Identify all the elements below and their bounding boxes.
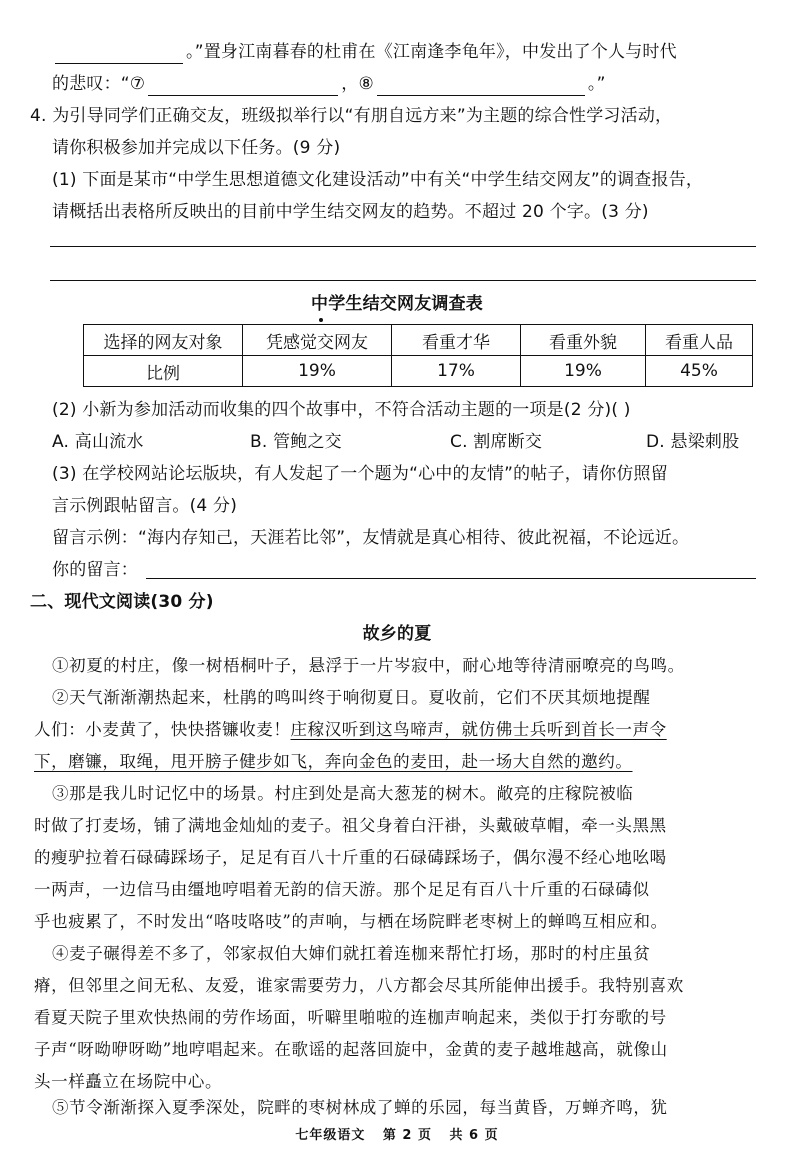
answer-blank-6[interactable]: [55, 45, 183, 64]
article-line: 乎也疲累了，不时发出“咯吱咯吱”的声响，与栖在场院畔老枣树上的蝉鸣互相应和。: [34, 912, 668, 931]
poem-line-1-text: 。”置身江南暮春的杜甫在《江南逢李龟年》，中发出了个人与时代: [186, 42, 677, 62]
footer-total-pages: 共 6 页: [449, 1128, 499, 1143]
article-line: [34, 718, 667, 742]
article-line: ④麦子碾得差不多了，邻家叔伯大婶们就扛着连枷来帮忙打场，那时的村庄虽贫: [52, 944, 651, 963]
table-cell: 17%: [392, 356, 521, 387]
q4-part3-line-2: 言示例跟帖留言。(4 分): [52, 496, 238, 516]
footer-subject: 七年级语文: [295, 1128, 366, 1143]
option-d[interactable]: D. 悬梁刺股: [646, 432, 740, 452]
answer-blank-7[interactable]: [148, 77, 338, 96]
underlined-sentence: 庄稼汉听到这鸟啼声，就仿佛士兵听到首长一声令: [290, 720, 667, 739]
article-line: 的瘦驴拉着石碌碡踩场子，足足有百八十斤重的石碌碡踩场子，偶尔漫不经心地吆喝: [34, 848, 667, 867]
q4-part1-line-2: 请概括出表格所反映出的目前中学生结交网友的趋势。不超过 20 个字。(3 分): [52, 202, 649, 222]
option-a[interactable]: A. 高山流水: [52, 432, 144, 452]
q4-intro-line-2: 请你积极参加并完成以下任务。(9 分): [52, 138, 341, 158]
table-header-cell: 看重才华: [392, 325, 521, 356]
article-line: 看夏天院子里欢快热闹的劳作场面，听噼里啪啦的连枷声响起来，类似于打夯歌的号: [34, 1008, 667, 1027]
footer-page-number: 第 2 页: [382, 1128, 432, 1143]
q4-intro-line-1: 4. 为引导同学们正确交友，班级拟举行以“有朋自远方来”为主题的综合性学习活动，: [30, 106, 673, 126]
answer-line-2[interactable]: [50, 280, 756, 281]
table-header-cell: 看重外貌: [521, 325, 646, 356]
article-line: ③那是我儿时记忆中的场景。村庄到处是高大葱茏的树木。敞亮的庄稼院被临: [52, 784, 634, 803]
article-title: 故乡的夏: [362, 624, 432, 644]
option-b[interactable]: B. 管鲍之交: [250, 432, 342, 452]
table-cell: 45%: [646, 356, 753, 387]
article-line: ②天气渐渐潮热起来，杜鹃的鸣叫终于响彻夏日。夏收前，它们不厌其烦地提醒: [52, 688, 651, 707]
your-message-line[interactable]: [146, 578, 756, 579]
your-message-label: 你的留言：: [52, 560, 138, 580]
table-cell: 19%: [521, 356, 646, 387]
q4-part2: (2) 小新为参加活动而收集的四个故事中，不符合活动主题的一项是(2 分)( ): [52, 400, 631, 420]
article-line: 瘠，但邻里之间无私、友爱，谁家需要劳力，八方都会尽其所能伸出援手。我特别喜欢: [34, 976, 684, 995]
poem-line-2-a: 的悲叹：“⑦: [52, 74, 146, 94]
article-line: 头一样矗立在场院中心。: [34, 1072, 223, 1091]
poem-line-2-c: 。”: [587, 74, 606, 94]
page-footer: [0, 1124, 794, 1143]
survey-table: [83, 324, 753, 387]
article-line-part: 人们：小麦黄了，快快搭镰收麦！: [34, 720, 291, 739]
article-line: 子声“呀呦咿呀呦”地哼唱起来。在歌谣的起落回旋中，金黄的麦子越堆越高，就像山: [34, 1040, 668, 1059]
answer-blank-8[interactable]: [377, 77, 585, 96]
table-title-dot: [319, 318, 323, 322]
example-message: 留言示例：“海内存知己，天涯若比邻”，友情就是真心相待、彼此祝福，不论远近。: [52, 528, 690, 548]
section-2-heading: 二、现代文阅读(30 分): [30, 592, 214, 612]
article-line: ⑤节令渐渐探入夏季深处，院畔的枣树林成了蝉的乐园，每当黄昏，万蝉齐鸣，犹: [52, 1098, 668, 1117]
poem-line-2-b: ，⑧: [341, 74, 374, 94]
option-c[interactable]: C. 割席断交: [450, 432, 543, 452]
article-line: 一两声，一边信马由缰地哼唱着无韵的信天游。那个足足有百八十斤重的石碌碡似: [34, 880, 650, 899]
underlined-sentence: 下，磨镰，取绳，甩开膀子健步如飞，奔向金色的麦田，赴一场大自然的邀约。: [34, 752, 633, 771]
answer-line-1[interactable]: [50, 246, 756, 247]
poem-line-1: [52, 40, 677, 64]
table-header-row: [84, 325, 753, 356]
table-header-cell: 看重人品: [646, 325, 753, 356]
poem-line-2: [52, 72, 606, 96]
table-title: 中学生结交网友调查表: [311, 294, 483, 314]
table-header-cell: 凭感觉交网友: [243, 325, 392, 356]
q4-part3-line-1: (3) 在学校网站论坛版块，有人发起了一个题为“心中的友情”的帖子，请你仿照留: [52, 464, 668, 484]
table-cell: 19%: [243, 356, 392, 387]
article-line: 时做了打麦场，铺了满地金灿灿的麦子。祖父身着白汗褂，头戴破草帽，牵一头黑黑: [34, 816, 667, 835]
q4-part1-line-1: (1) 下面是某市“中学生思想道德文化建设活动”中有关“中学生结交网友”的调查报告，: [52, 170, 704, 190]
table-cell: 比例: [84, 356, 243, 387]
table-header-cell: 选择的网友对象: [84, 325, 243, 356]
table-row: [84, 356, 753, 387]
article-line: ①初夏的村庄，像一树梧桐叶子，悬浮于一片岑寂中，耐心地等待清丽嘹亮的鸟鸣。: [52, 656, 685, 675]
